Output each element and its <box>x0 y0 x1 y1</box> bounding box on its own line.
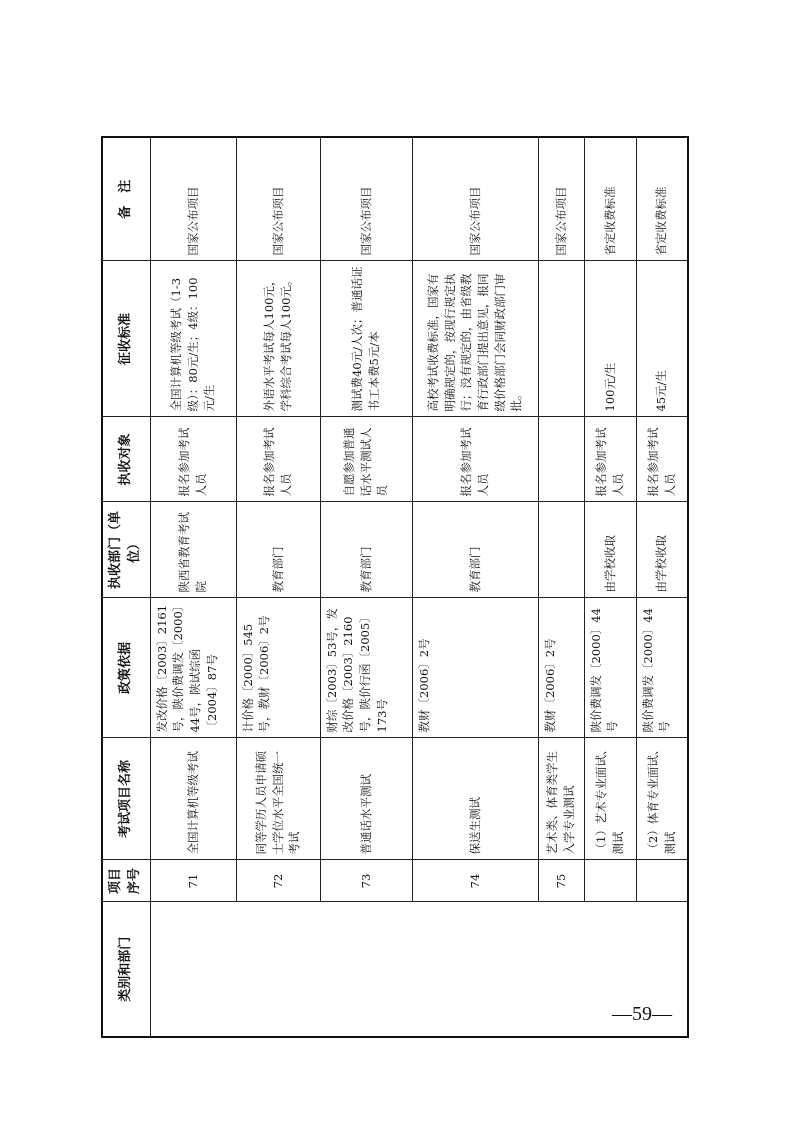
row-number-cell: 73 <box>320 860 412 902</box>
header-note: 备 注 <box>102 137 150 261</box>
fee-target-cell: 报名参加考试人员 <box>150 417 236 502</box>
fee-standard-cell <box>538 261 584 417</box>
fee-target-cell: 报名参加考试人员 <box>412 417 538 502</box>
policy-basis-cell: 陕价费调发〔2000〕44号 <box>584 598 636 738</box>
rotated-table-sheet <box>101 138 687 1038</box>
row-number-cell: 74 <box>412 860 538 902</box>
row-number-cell <box>584 860 636 902</box>
fee-target-cell: 报名参加考试人员 <box>636 417 688 502</box>
fee-target-cell: 报名参加考试人员 <box>584 417 636 502</box>
policy-basis-cell: 陕价费调发〔2000〕44号 <box>636 598 688 738</box>
policy-basis-cell: 发改价格〔2003〕2161号，陕价费调发〔2000〕44号，陕试综函〔2004〕87号 <box>150 598 236 738</box>
fee-standard-cell: 45元/生 <box>636 261 688 417</box>
header-dept: 执收部门（单位） <box>102 502 150 598</box>
fee-standard-cell: 测试费40元/人次；普通话证书工本费5元/本 <box>320 261 412 417</box>
policy-basis-cell: 教财〔2006〕2号 <box>412 598 538 738</box>
collecting-dept-cell <box>538 502 584 598</box>
remark-cell: 国家公布项目 <box>236 137 320 261</box>
remark-cell: 国家公布项目 <box>412 137 538 261</box>
exam-name-cell: 艺术类、体育类学生入学专业测试 <box>538 738 584 860</box>
exam-name-cell: 保送生测试 <box>412 738 538 860</box>
page-number: —59— <box>612 1003 672 1025</box>
policy-basis-cell: 教财〔2006〕2号 <box>538 598 584 738</box>
row-number-cell: 75 <box>538 860 584 902</box>
collecting-dept-cell: 由学校收取 <box>636 502 688 598</box>
policy-basis-cell: 计价格〔2000〕545号，教财〔2006〕2号 <box>236 598 320 738</box>
remark-cell: 省定收费标准 <box>584 137 636 261</box>
header-target: 执收对象 <box>102 417 150 502</box>
fee-standard-cell: 外语水平考试每人100元，学科综合考试每人100元。 <box>236 261 320 417</box>
fee-table <box>101 136 689 1038</box>
exam-name-cell: （2）体育专业面试、测试 <box>636 738 688 860</box>
category-cell <box>150 902 688 1037</box>
exam-name-cell: （1）艺术专业面试、测试 <box>584 738 636 860</box>
collecting-dept-cell: 教育部门 <box>412 502 538 598</box>
fee-target-cell: 自愿参加普通话水平测试人员 <box>320 417 412 502</box>
fee-standard-cell: 高校考试收费标准，国家有明确规定的，按现行规定执行；没有规定的，由省级教育行政部门提出意见，报同级价格部门会同财政部门审批。 <box>412 261 538 417</box>
fee-standard-cell: 全国计算机等级考试（1-3级）：80元/生；4级：100元/生 <box>150 261 236 417</box>
collecting-dept-cell: 陕西省教育考试院 <box>150 502 236 598</box>
fee-standard-cell: 100元/生 <box>584 261 636 417</box>
header-basis: 政策依据 <box>102 598 150 738</box>
collecting-dept-cell: 教育部门 <box>236 502 320 598</box>
exam-name-cell: 普通话水平测试 <box>320 738 412 860</box>
header-row <box>102 137 150 1037</box>
exam-name-cell: 同等学历人员申请硕士学位水平全国统一考试 <box>236 738 320 860</box>
fee-target-cell: 报名参加考试人员 <box>236 417 320 502</box>
row-number-cell: 71 <box>150 860 236 902</box>
exam-name-cell: 全国计算机等级考试 <box>150 738 236 860</box>
remark-cell: 省定收费标准 <box>636 137 688 261</box>
header-standard: 征收标准 <box>102 261 150 417</box>
remark-cell: 国家公布项目 <box>320 137 412 261</box>
remark-cell: 国家公布项目 <box>538 137 584 261</box>
header-category: 类别和部门 <box>102 902 150 1037</box>
header-name: 考试项目名称 <box>102 738 150 860</box>
row-number-cell: 72 <box>236 860 320 902</box>
collecting-dept-cell: 由学校收取 <box>584 502 636 598</box>
remark-cell: 国家公布项目 <box>150 137 236 261</box>
header-no: 项目序号 <box>102 860 150 902</box>
policy-basis-cell: 财综〔2003〕53号，发改价格〔2003〕2160号，陕价行函〔2005〕173号 <box>320 598 412 738</box>
collecting-dept-cell: 教育部门 <box>320 502 412 598</box>
row-number-cell <box>636 860 688 902</box>
table-row <box>150 137 236 1037</box>
fee-target-cell <box>538 417 584 502</box>
